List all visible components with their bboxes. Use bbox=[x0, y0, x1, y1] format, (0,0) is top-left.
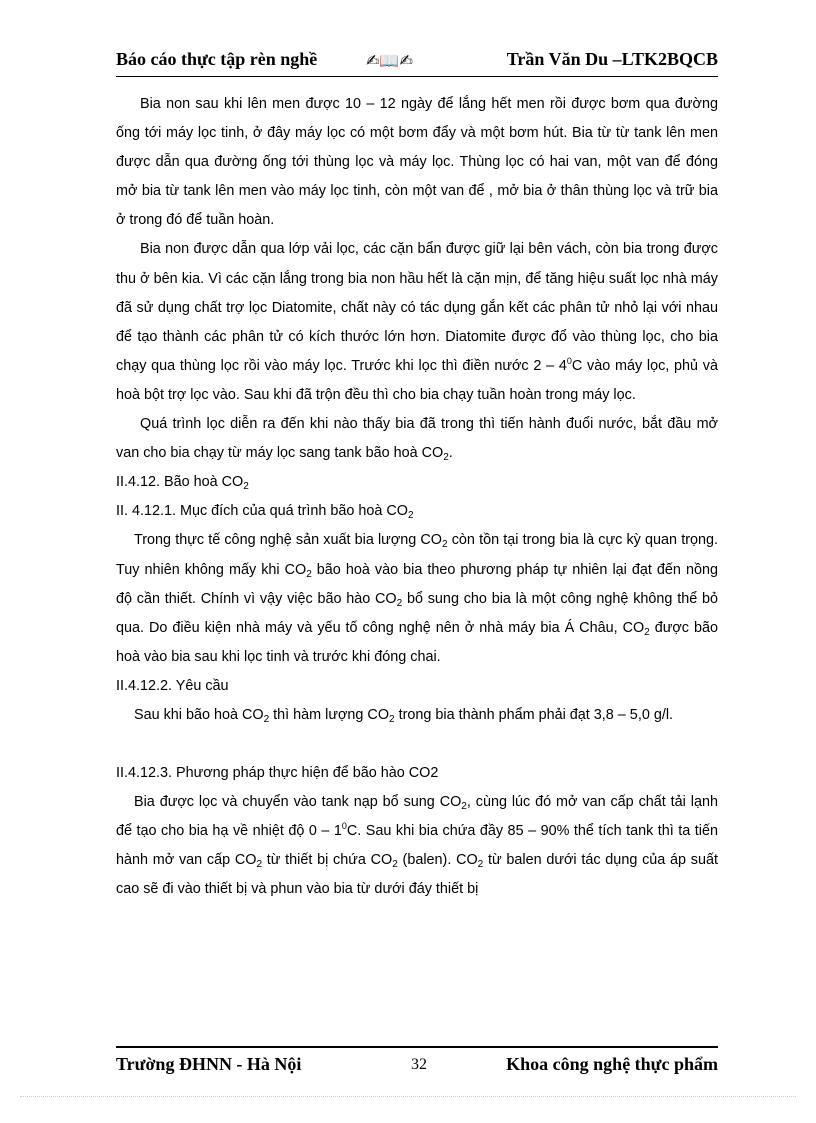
footer-rule bbox=[116, 1046, 718, 1048]
paragraph-filter-end: Quá trình lọc diễn ra đến khi nào thấy bia đã trong thì tiến hành đuổi nước, bắt đầu mở van cho bia chạy từ máy lọc sang tank bão hoà $CO_2$. bbox=[116, 416, 718, 464]
blank-line bbox=[116, 730, 718, 759]
page-header bbox=[116, 49, 718, 75]
paragraph-purpose: Trong thực tế công nghệ sản xuất bia lượng $CO_2$ còn tồn tại trong bia là cực kỳ quan trọng. Tuy nhiên không mấy khi $CO_2$ bão hoà vào bia theo phương pháp tự nhiên lại đạt đến nồng độ cần thiết. Chính vì vậy việc bão hào $CO_2$ bổ sung cho bia là một công nghệ không thể bỏ qua. Do điều kiện nhà máy và yếu tố công nghệ nên ở nhà máy bia Á Châu, $CO_2$ được bão hoà vào bia sau khi lọc tinh và trước khi đóng chai. bbox=[116, 532, 719, 665]
page-body bbox=[116, 90, 718, 905]
paragraph-filter-cloth: Bia non được dẫn qua lớp vải lọc, các cặn bẩn được giữ lại bên vách, còn bia trong được thu ở bên kia. Vì các cặn lắng trong bia non hầu hết là cặn mịn, để tăng hiệu suất lọc nhà máy đã sử dụng chất trợ lọc Diatomite, chất này có tác dụng gắn kết các phân tử nhỏ lại với nhau để tạo thành các phân tử có kích thước lớn hơn. Diatomite được đổ vào thùng lọc, cho bia chạy qua thùng lọc rồi vào máy lọc. Trước khi lọc thì điền nước $2 - 4^0C$ vào máy lọc, phủ và hoà bột trợ lọc vào. Sau khi đã trộn đều thì cho bia chạy tuần hoàn trong máy lọc. bbox=[116, 241, 718, 403]
footer-right-text: Khoa công nghệ thực phẩm bbox=[506, 1054, 718, 1074]
paragraph-requirements: Sau khi bão hoà $CO_2$ thì hàm lượng $CO_2$ trong bia thành phẩm phải đạt 3,8 – 5,0 g/l. bbox=[134, 706, 674, 725]
page-edge-dotted-line bbox=[20, 1096, 796, 1097]
page-footer bbox=[116, 1054, 718, 1080]
header-left-text: Báo cáo thực tập rèn nghề bbox=[116, 49, 318, 69]
paragraph-filtering-intro: Bia non sau khi lên men được 10 – 12 ngày để lắng hết men rồi được bơm qua đường ống tới máy lọc tinh, ở đây máy lọc có một bơm đẩy và một bơm hút. Bia từ từ tank lên men được dẫn qua đường ống tới thùng lọc và máy lọc. Thùng lọc có hai van, một van để đóng mở bia từ tank lên men vào máy lọc tinh, còn một van để , mở bia ở thân thùng lọc và trữ bia ở trong đó để tuần hoàn. bbox=[116, 96, 718, 229]
section-heading-method: II.4.12.3. Phương pháp thực hiện để bão hào CO2 bbox=[116, 765, 439, 782]
paragraph-method: Bia được lọc và chuyển vào tank nạp bổ sung $CO_2$, cùng lúc đó mở van cấp chất tải lạnh để tạo cho bia hạ về nhiệt độ $0 - 1^0C$. Sau khi bia chứa đầy 85 – 90% thể tích tank thì ta tiến hành mở van cấp $CO_2$ từ thiết bị chứa $CO_2$ (balen). $CO_2$ từ balen dưới tác dụng của áp suất cao sẽ đi vào thiết bị và phun vào bia từ dưới đáy thiết bị bbox=[116, 794, 719, 898]
section-heading-saturation: II.4.12. Bão hoà $CO_2$ bbox=[116, 474, 249, 493]
section-heading-requirements: II.4.12.2. Yêu cầu bbox=[116, 677, 229, 694]
footer-left-text: Trường ĐHNN - Hà Nội bbox=[116, 1054, 302, 1074]
page-number: 32 bbox=[411, 1056, 427, 1073]
section-heading-purpose: II. 4.12.1. Mục đích của quá trình bão hoà $CO_2$ bbox=[116, 503, 414, 522]
header-right-text: Trần Văn Du –LTK2BQCB bbox=[506, 49, 718, 69]
header-ornament-icon: ✍📖✍ bbox=[366, 51, 413, 70]
header-rule bbox=[116, 76, 718, 77]
